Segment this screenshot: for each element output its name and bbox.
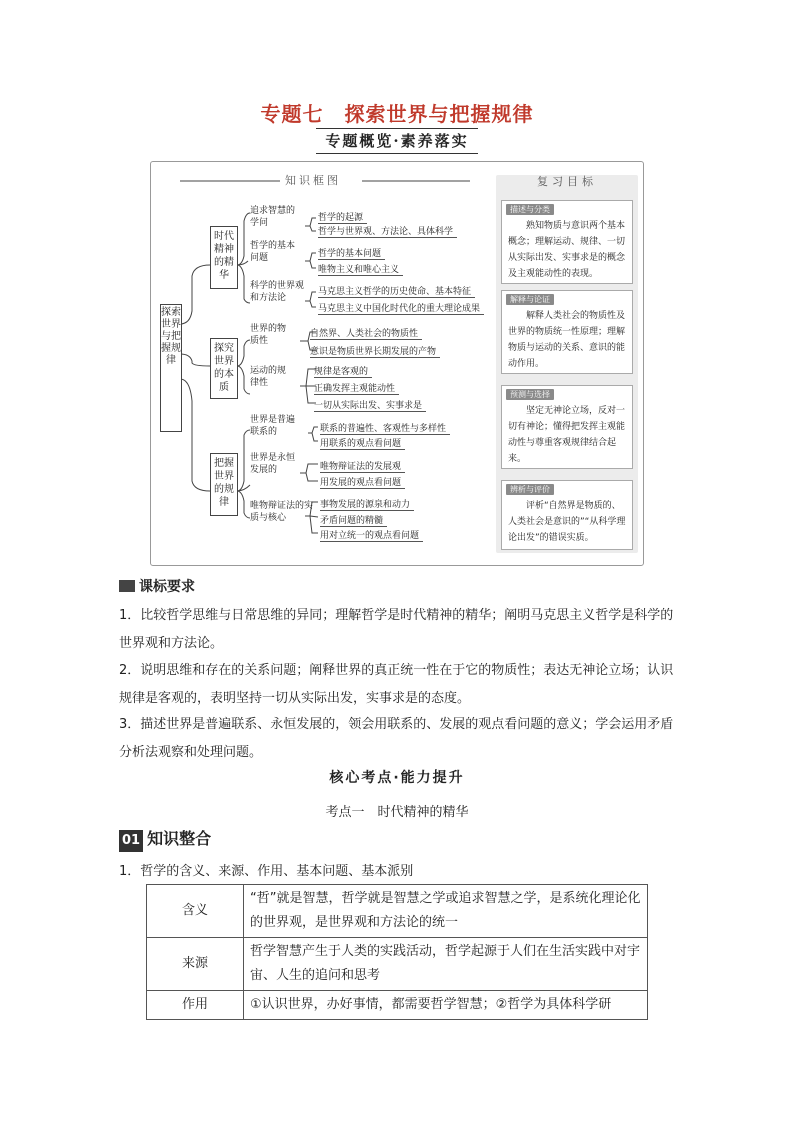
leaf-item: 用对立统一的观点看问题 (320, 528, 423, 541)
sub-label: 运动的规律性 (250, 366, 287, 388)
table-cell-key: 来源 (147, 938, 244, 991)
goal-box-4 (501, 480, 633, 550)
leaf-item: 一切从实际出发、实事求是 (314, 398, 426, 411)
kaodian-heading: 考点一 时代精神的精华 (325, 805, 469, 820)
goal-text: 坚定无神论立场，反对一切有神论；懂得把发挥主观能动性与尊重客观规律结合起来。 (508, 406, 626, 464)
table-row (147, 885, 648, 938)
leaf-item: 意识是物质世界长期发展的产物 (310, 344, 440, 357)
goal-tag: 预测与选择 (506, 389, 554, 400)
sub-label: 世界的物质性 (250, 324, 287, 346)
sub-label: 世界是普遍联系的 (250, 415, 296, 437)
leaf-item: 事物发展的源泉和动力 (320, 497, 414, 510)
leaf-item: 马克思主义哲学的历史使命、基本特征 (318, 284, 475, 297)
leaf-item: 哲学的起源 (318, 210, 367, 223)
list-icon (119, 580, 135, 592)
zhishi-heading: 01 知识整合 (119, 828, 211, 850)
divider (316, 128, 478, 129)
leaf-item: 自然界、人类社会的物质性 (310, 326, 422, 339)
goal-box-1 (501, 200, 633, 284)
leaf-item: 正确发挥主观能动性 (314, 381, 399, 394)
kebiao-item-1: 1．比较哲学思维与日常思维的异同；理解哲学是时代精神的精华；阐明马克思主义哲学是科学的世界观和方法论。 (119, 608, 674, 651)
knowledge-map-heading: 知识框图 (285, 174, 341, 187)
leaf-item: 哲学与世界观、方法论、具体科学 (318, 224, 457, 237)
goal-box-2 (501, 290, 633, 374)
goal-tag: 描述与分类 (506, 204, 554, 215)
page-title: 专题七 探索世界与把握规律 (260, 102, 534, 126)
leaf-item: 唯物主义和唯心主义 (318, 262, 403, 275)
leaf-item: 规律是客观的 (314, 364, 372, 377)
branch-node-1: 时代精神的精华 (210, 226, 238, 289)
table-cell-value: “哲”就是智慧，哲学就是智慧之学或追求智慧之学，是系统化理论化的世界观，是世界观和方法论的统一 (244, 885, 648, 938)
kebiao-heading: 课标要求 (119, 576, 195, 596)
table-row (147, 991, 648, 1020)
goal-tag: 解释与论证 (506, 294, 554, 305)
section-number-badge: 01 (119, 830, 143, 852)
section-banner-overview: 专题概览·素养落实 (300, 130, 494, 152)
table-cell-value: ①认识世界，办好事情，都需要哲学智慧；②哲学为具体科学研 (244, 991, 648, 1020)
sub-label: 追求智慧的学问 (250, 206, 296, 228)
philosophy-table (146, 884, 648, 1020)
goal-text: 熟知物质与意识两个基本概念；理解运动、规律、一切从实际出发、实事求是的概念及主观能动性的表现。 (508, 221, 626, 279)
branch-node-2: 探究世界的本质 (210, 338, 238, 399)
leaf-item: 联系的普遍性、客观性与多样性 (320, 421, 450, 434)
goal-box-3 (501, 385, 633, 469)
branch-node-3: 把握世界的规律 (210, 453, 238, 516)
review-goals-panel (496, 175, 638, 553)
leaf-item: 矛盾问题的精髓 (320, 513, 387, 526)
goal-text: 解释人类社会的物质性及世界的物质统一性原理；理解物质与运动的关系、意识的能动作用。 (508, 311, 626, 369)
table-row (147, 938, 648, 991)
kebiao-item-3: 3．描述世界是普遍联系、永恒发展的，领会用联系的、发展的观点看问题的意义；学会运用矛盾分析法观察和处理问题。 (119, 717, 674, 760)
sub-label: 科学的世界观和方法论 (250, 281, 305, 303)
leaf-item: 哲学的基本问题 (318, 246, 385, 259)
table-cell-key: 含义 (147, 885, 244, 938)
leaf-item: 用发展的观点看问题 (320, 475, 405, 488)
kebiao-item-2: 2．说明思维和存在的关系问题；阐释世界的真正统一性在于它的物质性；表达无神论立场；认识规律是客观的，表明坚持一切从实际出发，实事求是的态度。 (119, 663, 674, 706)
table-cell-value: 哲学智慧产生于人类的实践活动，哲学起源于人们在生活实践中对宇宙、人生的追问和思考 (244, 938, 648, 991)
item1-heading: 1．哲学的含义、来源、作用、基本问题、基本派别 (119, 864, 414, 879)
root-node: 探索世界与把握规律 (160, 304, 182, 432)
table-cell-key: 作用 (147, 991, 244, 1020)
review-goals-heading: 复习目标 (537, 175, 597, 188)
goal-text: 评析“自然界是物质的、人类社会是意识的”“从科学理论出发”的错误实质。 (508, 501, 626, 543)
sub-label: 哲学的基本问题 (250, 241, 296, 263)
leaf-item: 用联系的观点看问题 (320, 436, 405, 449)
section-banner-core: 核心考点·能力提升 (329, 770, 465, 786)
leaf-item: 马克思主义中国化时代化的重大理论成果 (318, 301, 484, 314)
divider (316, 153, 478, 154)
sub-label: 唯物辩证法的实质与核心 (250, 501, 314, 523)
goal-tag: 辨析与评价 (506, 484, 554, 495)
sub-label: 世界是永恒发展的 (250, 453, 296, 475)
leaf-item: 唯物辩证法的发展观 (320, 459, 405, 472)
